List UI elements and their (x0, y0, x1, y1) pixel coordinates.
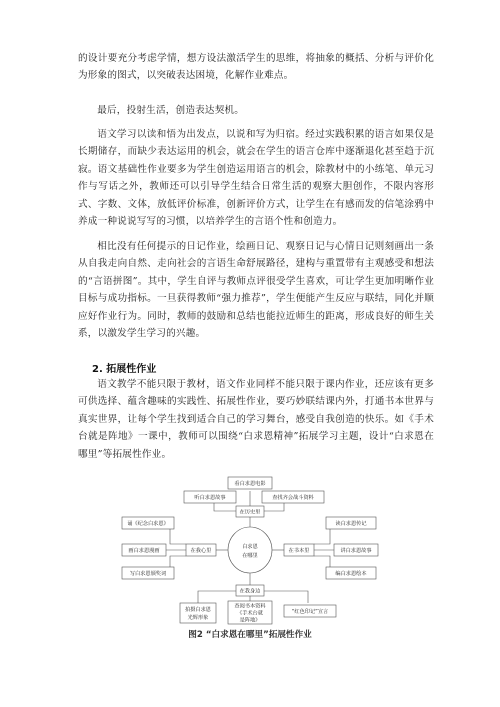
center-label-1: 白求恩 (242, 544, 258, 550)
hub-in-heart: 在我心里 (190, 548, 212, 554)
node-search-battle: 查找齐会战斗资料 (272, 495, 314, 501)
node-research-line2: 《手术台就 (237, 610, 263, 617)
paragraph-continuation: 的设计要充分考虑学情，想方设法激活学生的思维，将抽象的概括、分析与评价化为形象的图式，以突破表达困境，化解作业难点。 (78, 53, 434, 82)
paragraph-language-practice: 语文学习以读和悟为出发点，以说和写为归宿。经过实践积累的语言如果仅是长期储存，而缺少表达运用的机会，就会在学生的语言仓库中逐渐退化甚至趋于沉寂。语文基础性作业要多为学生创造运用语言的机会，除教材中的小练笔、单元习作与写话之外，教师还可以引导学生结合日常生活的观察大胆创作，不限内容形式、字数、文体，放低评价标准，创新评价方式，让学生在有感而发的信笔涂鸦中养成一种说说写写的习惯，以培养学生的言语个性和创造力。 (78, 129, 434, 228)
center-node (228, 527, 272, 573)
hub-in-books: 在书本里 (288, 548, 310, 554)
node-draw-comic: 画白求恩漫画 (128, 548, 160, 554)
figure-caption: 图2 “白求恩在哪里”拓展性作业 (188, 630, 312, 640)
paragraph-extended-work: 语文教学不能只限于教材，语文作业同样不能只限于课内作业，还应该有更多可供选择、蕴含趣味的实践性、拓展性作业，要巧妙联结课内外，打通书本世界与真实世界，让每个学生找到适合自己的学习舞台，感受自我创造的快乐。如《手术台就是阵地》一课中，教师可以围绕“白求恩精神”拓展学习主题，设计“白求恩在哪里”等拓展性作业。 (78, 379, 434, 460)
mind-map-diagram (118, 475, 382, 625)
hub-in-history: 在历史里 (239, 509, 261, 516)
node-research-line3: 是阵地》 (239, 617, 261, 624)
center-label-2: 在哪里 (242, 553, 258, 559)
node-photo-line2: 光辉形象 (187, 615, 209, 621)
node-tell-story: 讲白求恩故事 (340, 548, 372, 554)
node-photo-line1: 拍摄白求恩 (185, 607, 211, 613)
node-write-award: 写白求恩颁奖词 (129, 571, 167, 577)
node-picture-book: 编白求恩绘本 (335, 571, 367, 577)
paragraph-summary: 最后，投射生活，创造表达契机。 (97, 105, 245, 116)
node-read-biography: 读白求恩传记 (335, 521, 367, 527)
hub-around-me: 在我身边 (239, 588, 261, 595)
node-watch-movie: 看白求恩电影 (234, 481, 266, 487)
node-recite: 诵《纪念白求恩》 (127, 521, 169, 527)
node-listen-story: 听白求恩故事 (194, 495, 226, 501)
node-red-pledge: “红色印记”宣言 (291, 609, 329, 615)
paragraph-diary-work: 相比没有任何提示的日记作业，绘画日记、观察日记与心情日记则刻画出一条从自我走向自然、走向社会的言语生命舒展路径，建构与重置带有主观感受和想法的“言语拼图”。其中，学生自评与教师点评很受学生喜欢，可让学生更加明晰作业目标与成功指标。一旦获得教师“强力推荐”，学生便能产生反应与联结，同化并顺应好作业行为。同时，教师的鼓励和总结也能拉近师生的距离，形成良好的师生关系，以激发学生学习的兴趣。 (78, 241, 434, 340)
section-heading: 2. 拓展性作业 (92, 364, 157, 375)
node-research-line1: 查阅书本资料 (234, 603, 266, 610)
